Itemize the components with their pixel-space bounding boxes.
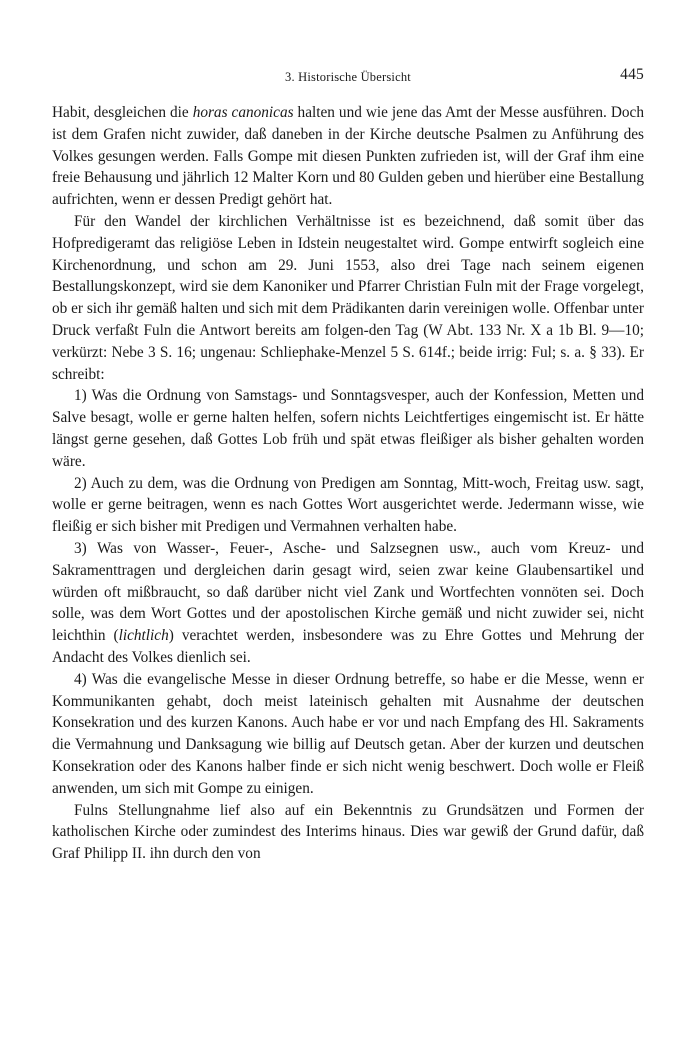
text-run: Habit, desgleichen die — [52, 104, 193, 121]
body-text — [52, 102, 644, 865]
section-title: 3. Historische Übersicht — [285, 70, 411, 84]
text-run: halten und wie jene das Amt der Messe ausführen. Doch ist dem Grafen nicht zuwider, daß daneben in der Kirche deutsche Psalmen zu Anführung des Volkes gesungen werden. Falls Gompe mit diesen Punkten zufrieden ist, will der Graf ihm eine freie Behausung und jährlich 12 Malter Korn und 80 Gulden geben und hierüber eine Bestallung aufrichten, wenn er dessen Predigt gehört hat. — [52, 104, 644, 209]
paragraph: Für den Wandel der kirchlichen Verhältnisse ist es bezeichnend, daß somit über das Hofpredigeramt das religiöse Leben in Idstein neugestaltet wird. Gompe entwirft sogleich eine Kirchenordnung, und schon am 29. Juni 1553, also drei Tage nach seinem eigenen Bestallungskonzept, wird sie dem Kanoniker und Pfarrer Christian Fuln mit der Frage vorgelegt, ob er sich ihr gemäß halten und sich mit dem Prädikanten darin vereinigen wolle. Offenbar unter Druck verfaßt Fuln die Antwort bereits am folgen-den Tag (W Abt. 133 Nr. X a 1b Bl. 9—10; verkürzt: Nebe 3 S. 16; ungenau: Schliephake-Menzel 5 S. 614f.; beide irrig: Ful; s. a. § 33). Er schreibt: — [52, 212, 644, 383]
numbered-paragraph-1: 1) Was die Ordnung von Samstags- und Sonntagsvesper, auch der Konfession, Metten und Salve besagt, wolle er gerne halten helfen, sofern nichts Leichtfertiges eingemischt ist. Er hätte längst gerne gesehen, daß Gottes Lob früh und spät etwas fleißiger als bisher gehalten worden wäre. — [52, 387, 644, 470]
numbered-paragraph-4: 4) Was die evangelische Messe in dieser Ordnung betreffe, so habe er die Messe, wenn er Kommunikanten gehabt, doch meist lateinisch gehalten mit Ausnahme der deutschen Konsekration und des kurzen Kanons. Auch habe er vor und nach Empfang des Hl. Sakraments die Vermahnung und Danksagung wie billig auf Deutsch getan. Aber der kurzen und deutschen Konsekration oder des Kanons halber finde er sich nicht wenig beschwert. Doch wolle er Fleiß anwenden, um sich mit Gompe zu einigen. — [52, 670, 644, 797]
page-number: 445 — [620, 66, 644, 83]
italic-term: horas canonicas — [192, 104, 294, 121]
paragraph-continuation — [52, 102, 644, 211]
paragraph: Fulns Stellungnahme lief also auf ein Bekenntnis zu Grundsätzen und Formen der katholischen Kirche oder zumindest des Interims hinaus. Dies war gewiß der Grund dafür, daß Graf Philipp II. ihn durch den von — [52, 801, 644, 863]
italic-term: lichtlich — [118, 627, 169, 645]
running-head — [52, 66, 644, 92]
text-run: ) verachtet werden, insbesondere was zu Ehre Gottes und Mehrung der Andacht des Volkes dienlich sei. — [52, 627, 644, 666]
book-page — [52, 66, 644, 865]
numbered-paragraph-3 — [52, 538, 644, 669]
text-run: 3) Was von Wasser-, Feuer-, Asche- und Salzsegnen usw., auch vom Kreuz- und Sakramenttragen und dergleichen darin gesagt wird, seien zwar keine Glaubensartikel und würden oft mißbraucht, so daß darüber nicht viel Zank und Wortfechten vonnöten sei. Doch solle, was dem Wort Gottes und der apostolischen Kirche gemäß und nicht zuwider sei, nicht leichthin ( — [52, 539, 644, 645]
numbered-paragraph-2: 2) Auch zu dem, was die Ordnung von Predigen am Sonntag, Mitt-woch, Freitag usw. sagt, wolle er gerne beitragen, wenn es nach Gottes Wort ausgerichtet werde. Jedermann wisse, wie fleißig er sich bisher mit Predigen und Vermahnen verhalten habe. — [52, 474, 644, 536]
